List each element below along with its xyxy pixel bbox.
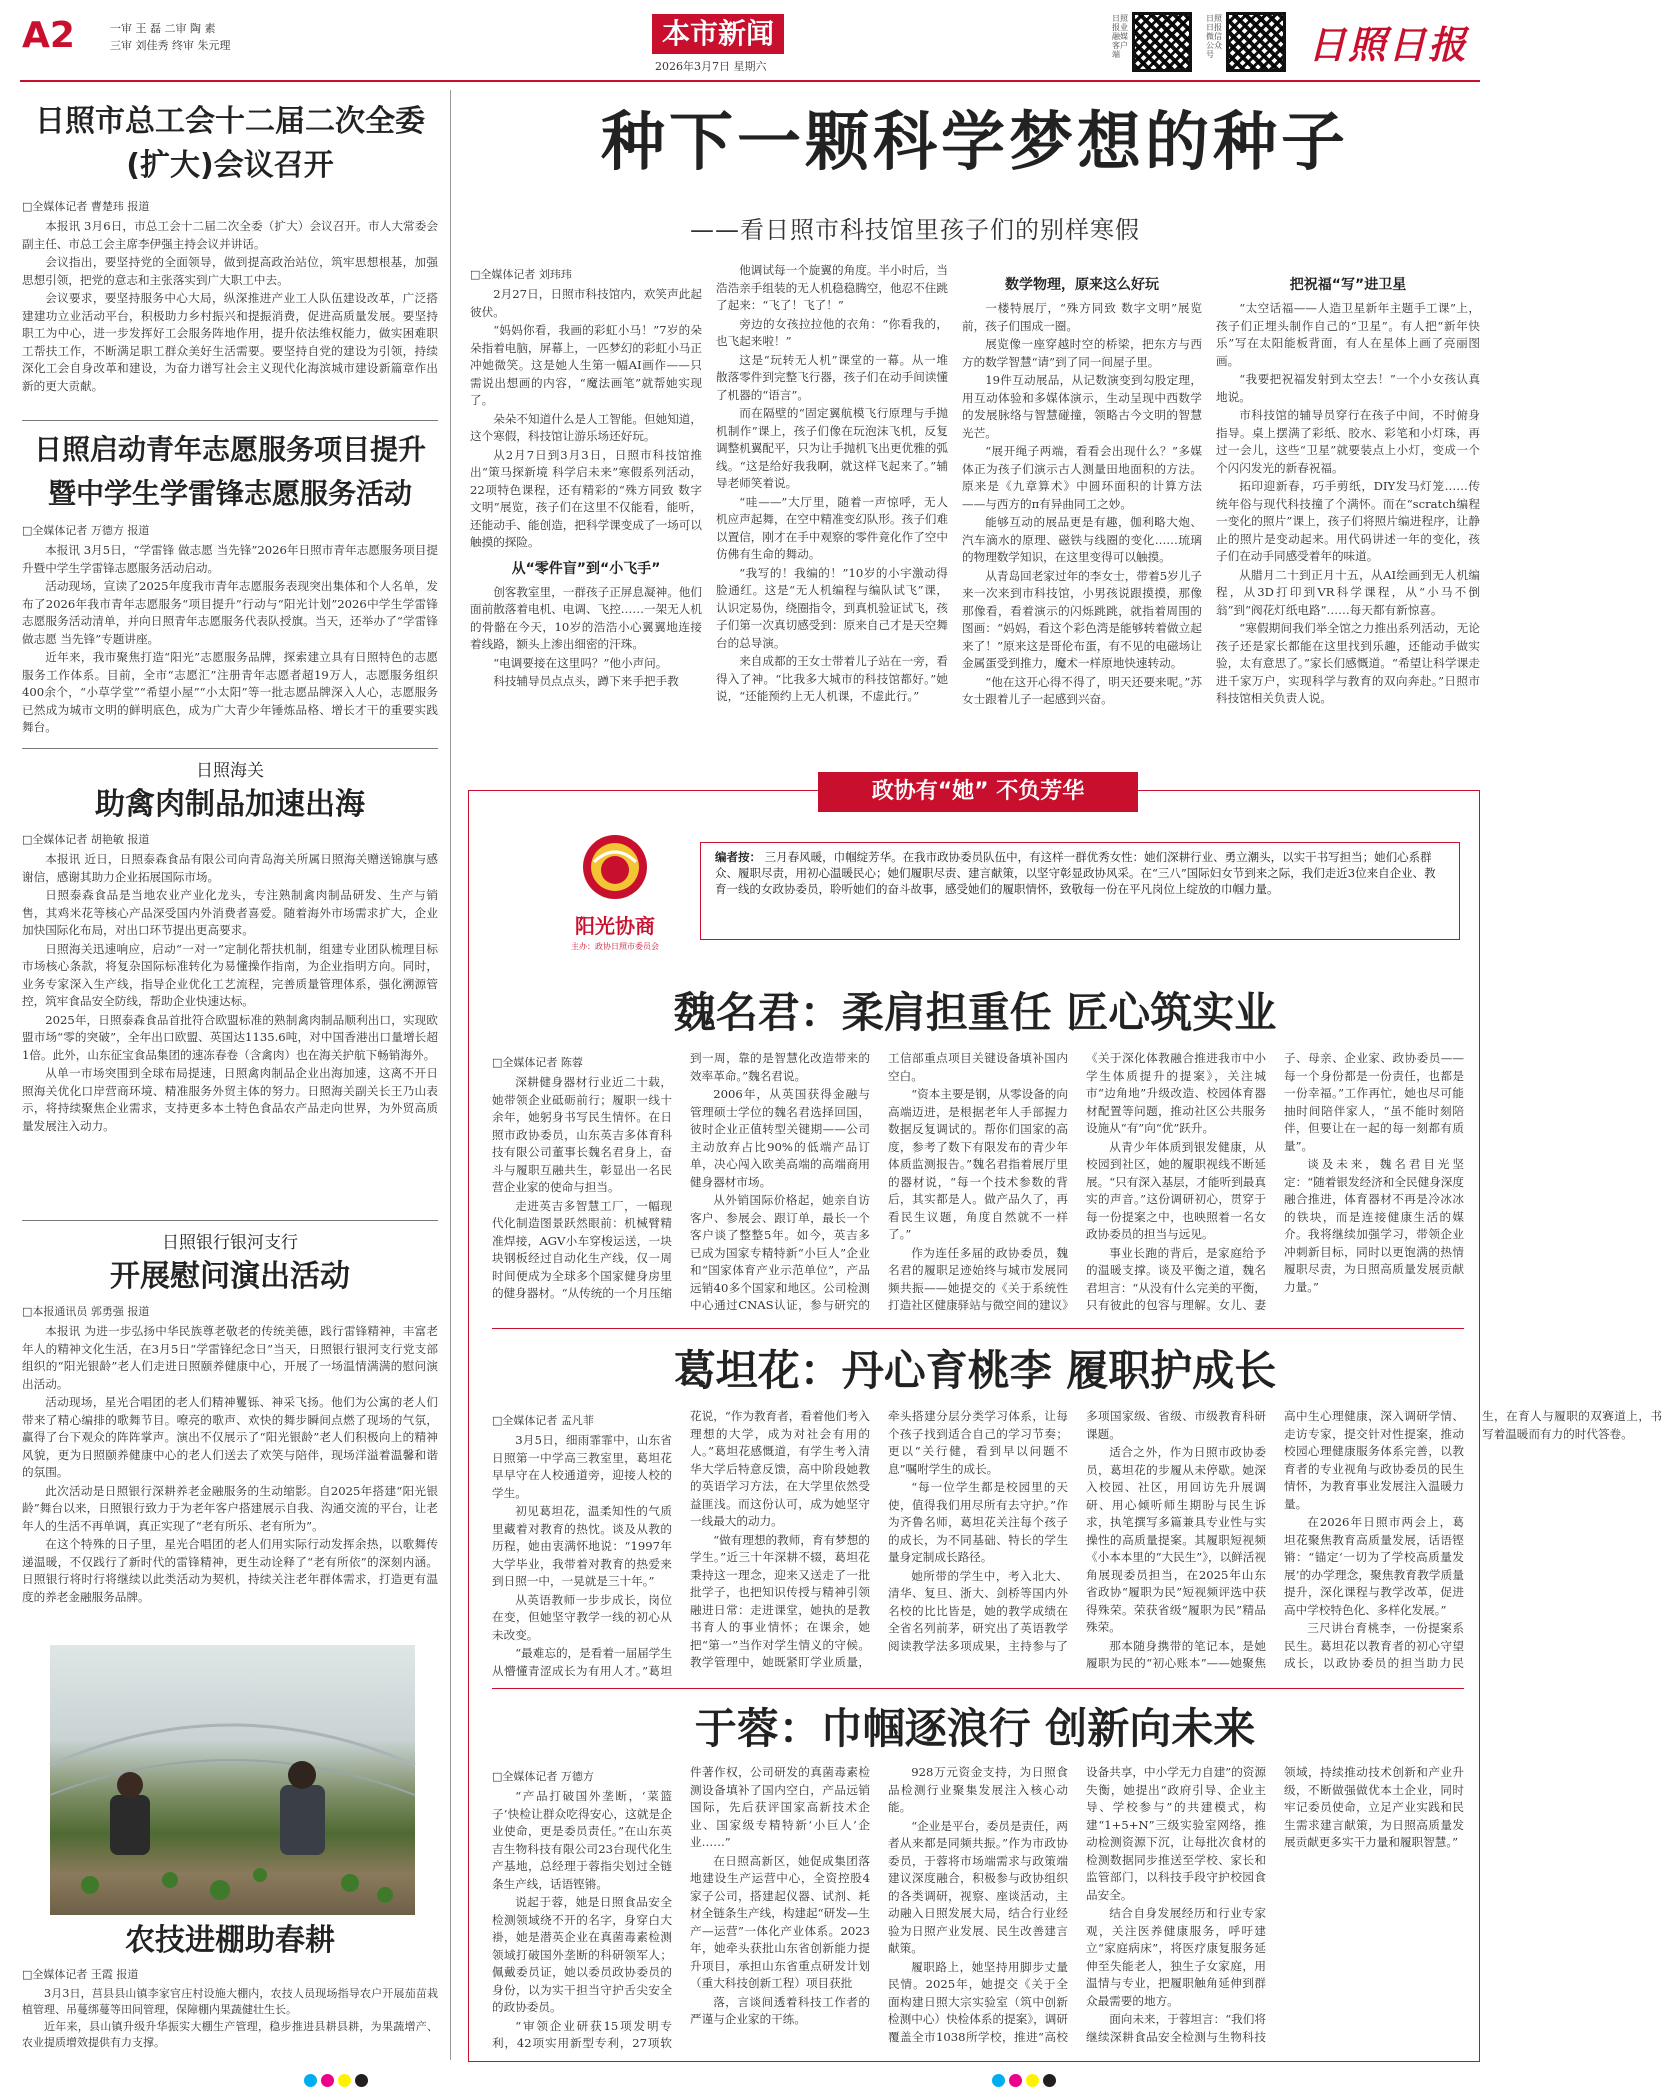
paragraph: 近年来，我市聚焦打造“阳光”志愿服务品牌，探索建立具有日照特色的志愿服务工作体系。目前，全市“志愿汇”注册青年志愿者超19万人，志愿服务组织400余个，“小草学堂”“希望小屋”“小太阳”等一批志愿品牌深入人心，志愿服务已然成为城市文明的鲜明底色，成为广大青少年锤炼品格、增长才干的重要实践舞台。 [22, 650, 438, 734]
paragraph: “我要把祝福发射到太空去！”一个小女孩认真地说。 [1216, 372, 1480, 404]
paragraph: 从单一市场突围到全球布局提速，日照禽肉制品企业出海加速，这离不开日照海关优化口岸营商环境、精准服务外贸主体的努力。日照海关副关长王乃山表示，将持续聚焦企业需求，支持更多本土特色食品农产品走向世界，为外贸高质量发展注入动力。 [22, 1066, 438, 1133]
paragraph: 作为连任多届的政协委员，魏名君的履职足迹始终与城市发展同频共振——她提交的《关于系统性打造社区健康驿站与微空间的建议》《关于深化体教融合推进我市中小学生体质提升的提案》，关注城市“边角地”升级改造、校园体育器材配置等问题，推动社区公共服务设施从“有”向“优”跃升。 [888, 1051, 1266, 1312]
byline: □本报通讯员 郭勇强 报道 [22, 1305, 150, 1318]
qr-label-wechat: 日照日报微信公众号 [1206, 14, 1222, 59]
article-youth-volunteer [22, 424, 438, 744]
paragraph: 本报讯 为进一步弘扬中华民族尊老敬老的传统美德，践行雷锋精神，丰富老年人的精神文化生活，在3月5日“学雷锋纪念日”当天，日照银行银河支行党支部组织的“阳光银龄”老人们走进日照颐养健康中心，开展了一场温情满满的慰问演出活动。 [22, 1324, 438, 1391]
byline: □全媒体记者 曹楚玮 报道 [22, 200, 150, 213]
page-number: A2 [22, 15, 75, 56]
staff-info [110, 20, 231, 54]
qr-label-app: 日照报业融媒客户端 [1112, 14, 1128, 59]
paragraph: 近年来，县山镇升级升华振实大棚生产管理，稳步推进县耕县耕，为果蔬增产、农业提质增效提供有力支撑。 [22, 2020, 438, 2049]
article-customs [22, 752, 438, 1217]
paragraph: 3月5日，细雨霏霏中，山东省日照第一中学高三教室里，葛坦花早早守在人校通道旁，迎接人校的学生。 [492, 1433, 672, 1500]
subheading: 数学物理，原来这么好玩 [1005, 277, 1159, 293]
story-1-body [492, 1050, 1464, 1322]
feature-headline: 种下一颗科学梦想的种子 [601, 106, 1349, 180]
divider [22, 748, 438, 749]
paragraph: 3月3日，莒县县山镇李家官庄村设施大棚内，农技人员现场指导农户开展茄苗栽植管理、吊蔓绑蔓等田间管理，保障棚内果蔬健壮生长。 [22, 1987, 438, 2016]
divider [492, 1328, 1464, 1329]
paragraph: 19件互动展品，从记数演变到勾股定理，用互动体验和多媒体演示，生动呈现中西数学的发展脉络与智慧碰撞，领略古今文明的智慧光芒。 [962, 373, 1202, 440]
paragraph: 2025年，日照泰森食品首批符合欧盟标准的熟制禽肉制品顺利出口，实现欧盟市场“零的突破”，全年出口欧盟、英国达1135.6吨，对中国香港出口量增长超1倍。此外，山东征宝食品集团的速冻春卷（含禽肉）也在海关护航下畅销海外。 [22, 1012, 438, 1062]
cyan-dot [992, 2074, 1005, 2087]
paragraph: “企业是平台，委员是责任，两者从来都是同频共振。”作为市政协委员，于蓉将市场端需求与政策端建议深度融合，积极参与政协组织的各类调研，视察、座谈活动，主动融入日照发展大局，结合行业经验为日照产业发展、民生改善建言献策。 [888, 1818, 1068, 1955]
paragraph: 从外销国际价格起，她亲自访客户、参展会、跟订单，最长一个客户谈了整整5年。如今，英吉多已成为国家专精特新“小巨人”企业和“国家体育产业示范单位”，产品远销40多个国家和地区。公司检测中心通过CNAS认证，参与研究的工信部重点项目关键设备填补国内空白。 [690, 1051, 1068, 1312]
paragraph: “展开绳子两端，看看会出现什么？”多媒体正为孩子们演示古人测量田地面积的方法。原来是《九章算术》中圆环面积的计算方法——与西方的π有异曲同工之妙。 [962, 444, 1202, 511]
paragraph: 履职路上，她坚持用脚步丈量民情。2025年，她提交《关于全面构建日照大宗实验室（筑中创新检测中心）快检体系的提案》，调研覆盖全市1038所学校，推进“高校设备共享，中小学无力自建”的资源失衡，她提出“政府引导、企业主导、学校参与”的共建模式，构建“1+5+N”三级实验室网络，推动检测资源下沉，让每批次食材的检测数据同步推送至学校、家长和监管部门，以科技手段守护校园食品安全。 [888, 1765, 1266, 2044]
paragraph: 创客教室里，一群孩子正屏息凝神。他们面前散落着电机、电调、飞控……一架无人机的骨骼在今天，10岁的浩浩小心翼翼地连接着线路，额头上渗出细密的汗珠。 [470, 584, 702, 651]
paragraph: “寒假期间我们举全馆之力推出系列活动，无论孩子还是家长都能在这里找到乐趣，还能动手做实验，太有意思了。”家长们感慨道。“希望让科学课走进千家万户，实现科学与教育的双向奔赴。”日照市科技馆相关负责人说。 [1216, 621, 1480, 705]
paragraph: “做有理想的教师，育有梦想的学生。”近三十年深耕不辍，葛坦花秉持这一理念，迎来又送走了一批批学子，也把知识传授与精神引领融进日常：走进课堂，她执的是教书育人的事业情怀；在课余，她把“第一”当作对学生情义的守候。教学管理中，她既紧盯学业质量，牵头搭建分层分类学习体系，让每个孩子找到适合自己的学习节奏；更以“关行健，看到早以问题不息”嘱咐学生的成长。 [690, 1409, 1068, 1669]
article-union-meeting [22, 92, 438, 417]
paragraph: 深耕健身器材行业近二十载，她带领企业砥砺前行；履职一线十余年，她躬身书写民生情怀。在日照市政协委员，山东英吉多体育科技有限公司董事长魏名君身上，奋斗与履职互融共生，彰显出一名民营企业家的使命与担当。 [492, 1075, 672, 1194]
paragraph: “最难忘的，是看着一届届学生从懵懂青涩成长为有用人才。”葛坦花说，“作为教育者，看着他们考入理想的大学，成为对社会有用的人。”葛坦花感慨道，有学生考入清华大学后特意反馈，高中阶段她教的英语学习方法，在大学里依然受益匪浅。而这份认可，成为她坚守一线最大的动力。 [492, 1409, 870, 1678]
greenhouse-photo [50, 1645, 415, 1915]
logo-sub: 主办：政协日照市委员会 [571, 942, 659, 951]
paragraph: 此次活动是日照银行深耕养老金融服务的生动缩影。自2025年搭建“阳光银龄”舞台以来，日照银行致力于为老年客户搭建展示自我、沟通交流的平台，让老年人的生活不再单调，真正实现了“老有所乐、老有所为”。 [22, 1483, 438, 1533]
sunshine-consultation-logo [560, 832, 670, 962]
paragraph: 来自成都的王女士带着儿子站在一旁，看得入了神。“比我多大城市的科技馆都好。”她说，“还能预约上无人机课，不虚此行。” [716, 654, 948, 703]
yellow-dot [1026, 2074, 1039, 2087]
byline: □全媒体记者 刘玮玮 [470, 268, 572, 281]
kicker: 日照海关 [196, 761, 264, 781]
paragraph: 三尺讲台育桃李，一份提案系民生。葛坦花以教育者的初心守望成长，以政协委员的担当助力民生，在育人与履职的双赛道上，书写着温暖而有力的时代答卷。 [1284, 1409, 1662, 1670]
staff-line-1: 一审 王 磊 二审 陶 素 [110, 22, 216, 35]
black-dot [355, 2074, 368, 2087]
feature-subtitle: ——看日照市科技馆里孩子们的别样寒假 [690, 216, 1140, 244]
paragraph: 从青岛回老家过年的李女士，带着5岁儿子来一次来到市科技馆，小男孩说跟摸摸，那像那像看，看着演示的闪烁跳跳，就指着周围的图画：“妈妈，看这个彩色湾是能够转着做立起来了！”原来这是哥伦布蛋，有不见的电磁场让金属蛋受到推力，魔术一样原地快速转动。 [962, 568, 1202, 670]
paragraph: 活动现场，宣读了2025年度我市青年志愿服务表现突出集体和个人名单，发布了2026年我市青年志愿服务“项目提升”行动与“阳光计划”2026中学生学雷锋志愿服务活动清单，并向日照青年志愿服务代表队授旗。当天，还举办了“学雷锋 做志愿 当先锋”专题讲座。 [22, 579, 438, 646]
byline: □全媒体记者 孟凡菲 [492, 1414, 594, 1427]
paragraph: 他调试每一个旋翼的角度。半小时后，当浩浩亲手组装的无人机稳稳腾空，他忍不住跳了起来：“飞了！飞了！” [716, 263, 948, 312]
paragraph: “产品打破国外垄断，‘菜篮子’快检让群众吃得安心，这就是企业使命，更是委员责任。”在山东英吉生物科技有限公司23台现代化生产基地，总经理于蓉指尖划过全链条生产线，话语铿锵。 [492, 1789, 672, 1891]
paragraph: 本报讯 3月5日，“学雷锋 做志愿 当先锋”2026年日照市青年志愿服务项目提升暨中学生学雷锋志愿服务活动启动。 [22, 543, 438, 575]
feature-col-4 [1216, 262, 1480, 722]
cppcc-banner: 政协有“她” 不负芳华 [818, 772, 1138, 812]
paragraph: 日照泰森食品是当地农业产业化龙头，专注熟制禽肉制品研发、生产与销售，其鸡米花等核心产品深受国内外消费者喜爱。随着海外市场需求扩大，企业加快国际化布局，对出口环节提出更高要求。 [22, 888, 438, 937]
paragraph: 而在隔壁的“固定翼航模飞行原理与手抛机制作”课上，孩子们像在玩泡沫飞机，反复调整机翼配平，只为让手抛机飞出更优雅的弧线。“这是给好我我啊，就这样飞起来了。”辅导老师笑着说。 [716, 406, 948, 490]
newspaper-masthead-logo: 日照日报 [1308, 22, 1469, 67]
paragraph: 在2026年日照市两会上，葛坦花聚焦教育高质量发展，话语铿锵：“锚定‘一切为了学校高质量发展’的办学理念，聚焦教育教学质量提升，深化课程与教学改革，促进高中学校特色化、多样化发展。” [1284, 1515, 1464, 1617]
column-divider [450, 90, 451, 2060]
yellow-dot [338, 2074, 351, 2087]
story-2-body [492, 1408, 1662, 1680]
issue-date: 2026年3月7日 星期六 [655, 60, 767, 73]
subheading: 从“零件盲”到“小飞手” [511, 560, 661, 577]
paragraph: 日照海关迅速响应，启动“一对一”定制化帮扶机制，组建专业团队梳理目标市场核心条款，将复杂国际标准转化为易懂操作指南，为企业指明方向。同时，业务专家深入生产线，指导企业优化工艺流程，完善质量管理体系，强化溯源管控，筑牢食品安全防线，帮助企业快速达标。 [22, 941, 438, 1008]
editor-note-label: 编者按： [715, 850, 761, 864]
paragraph: 会议指出，要坚持党的全面领导，做到提高政治站位，筑牢思想根基，加强思想引领，把党的意志和主张落实到广大职工中去。 [22, 255, 438, 287]
story-1-headline: 魏名君：柔肩担重任 匠心筑实业 [673, 988, 1277, 1037]
registration-dots-right [990, 2072, 1058, 2091]
paragraph: 走进英吉多智慧工厂，一幅现代化制造图景跃然眼前：机械臂精准焊接，AGV小车穿梭运送，一块块钢板经过自动化生产线，仅一周时间便成为全球多个国家健身房里的健身器材。“从传统的一个月压缩到一周，靠的是智慧化改造带来的效率革命。”魏名君说。 [492, 1051, 870, 1300]
black-dot [1043, 2074, 1056, 2087]
magenta-dot [1009, 2074, 1022, 2087]
paragraph: 本报讯 3月6日，市总工会十二届二次全委（扩大）会议召开。市人大常委会副主任、市总工会主席李伊强主持会议并讲话。 [22, 219, 438, 251]
feature-col-3 [962, 262, 1202, 722]
paragraph: 在日照高新区，她促成集团落地建设生产运营中心，全资控股4家子公司，搭建起仪器、试剂、耗材全链条生产线，构建起“研发—生产—运营”一体化产业体系。2023年，她牵头获批山东省创新能力提升项目，承担山东省重点研发计划（重大科技创新工程）项目获批 [690, 1853, 870, 1990]
paragraph: 那本随身携带的笔记本，是她履职为民的“初心账本”——她聚焦高中生心理健康，深入调研学情、走访专家，提交针对性提案，推动校园心理健康服务体系完善，以教育者的专业视角与政协委员的民生情怀，为教育事业发展注入温暖力量。 [1086, 1409, 1464, 1670]
paragraph: 结合自身发展经历和行业专家观，关注医养健康服务，呼吁建立“家庭病床”，将医疗康复服务延伸至失能老人，独生子女家庭，用温情与专业，把履职触角延伸到群众最需要的地方。 [1086, 1906, 1266, 2008]
article-farm-tech [22, 1920, 438, 2060]
qr-code-wechat[interactable] [1226, 12, 1286, 72]
paragraph: “太空话福——人造卫星新年主题手工课”上，孩子们正埋头制作自己的“卫星”。有人把“新年快乐”写在太阳能板背面，有人在星体上画了亮丽图画。 [1216, 301, 1480, 368]
paragraph: 这是“玩转无人机”课堂的一幕。从一堆散落零件到完整飞行器，孩子们在动手间读懂了机器的“语言”。 [716, 352, 948, 402]
paragraph: 在这个特殊的日子里，星光合唱团的老人们用实际行动发挥余热，以歌舞传递温暖，不仅践行了新时代的雷锋精神，更生动诠释了“老有所依”的深刻内涵。日照银行将时行将继续以此类活动为契机，持续关注老年群体需求，打造更有温度的养老金融服务品牌。 [22, 1537, 438, 1604]
paragraph: 从青少年体质到银发健康，从校园到社区，她的履职视线不断延展。“只有深入基层，才能听到最真实的声音。”这份调研初心，贯穿于每一份提案之中，也映照着一名女政协委员的担当与远见。 [1086, 1139, 1266, 1241]
byline: □全媒体记者 王霞 报道 [22, 1968, 139, 1981]
subheading: 把祝福“写”进卫星 [1289, 277, 1407, 293]
photo-illustration [50, 1645, 415, 1915]
header-rule [20, 80, 1480, 82]
story-3-headline: 于蓉：巾帼逐浪行 创新向未来 [694, 1704, 1256, 1753]
editor-note-text: 三月春风暖，巾帼绽芳华。在我市政协委员队伍中，有这样一群优秀女性：她们深耕行业、勇立潮头，以实干书写担当；她们心系群众、履职尽责，用初心温暖民心；她们履职尽责、建言献策，以坚守彰显政协风采。在“三八”国际妇女节到来之际，我们走近3位来自企业、教育一线的女政协委员，聆听她们的奋斗故事，感受她们的履职情怀，致敬每一份在平凡岗位上绽放的巾帼力量。 [715, 850, 1436, 896]
paragraph: 从2月7日到3月3日，日照市科技馆推出“策马探新境 科学启未来”寒假系列活动，22项特色课程，还有精彩的“殊方同致 数字文明”展览，孩子们在这里不仅能看，能听，还能动手、能创造，把科学课变成了一场可以触摸的探险。 [470, 447, 702, 549]
paragraph: 适合之外，作为日照市政协委员，葛坦花的步履从未停歇。她深入校园、社区，用回访先升展调研、用心倾听师生期盼与民生诉求，执笔撰写多篇兼具专业性与实操性的高质量提案。其履职短视频《小本本里的“大民生”》，以鲜活视角展现委员担当，在2025年山东省政协“履职为民”短视频评选中获得殊荣。荣获省级“履职为民”精品殊荣。 [1086, 1445, 1266, 1634]
paragraph: 拓印迎新春，巧手剪纸，DIY发马灯笼……传统年俗与现代科技撞了个满怀。而在“scratch编程一变化的照片”课上，孩子们将照片编进程序，让静止的照片是变动起来。用代码讲述一年的变化，孩子们在动手同感受着年的味道。 [1216, 479, 1480, 563]
paragraph: 2月27日，日照市科技馆内，欢笑声此起彼伏。 [470, 287, 702, 319]
byline: □全媒体记者 万德方 报道 [22, 524, 150, 537]
paragraph: 展览像一座穿越时空的桥梁，把东方与西方的数学智慧“请”到了同一间屋子里。 [962, 337, 1202, 369]
divider [22, 420, 438, 421]
paragraph: 一楼特展厅，“殊方同致 数字文明”展览前，孩子们围成一圈。 [962, 301, 1202, 333]
byline: □全媒体记者 胡艳敏 报道 [22, 833, 150, 846]
paragraph: 能够互动的展品更是有趣，伽利略大炮、汽车滴水的原理、磁铁与线圈的变化……琉璃的物理数学知识，在这里变得可以触摸。 [962, 515, 1202, 564]
qr-code-app[interactable] [1132, 12, 1192, 72]
cppcc-emblem-icon [580, 832, 650, 902]
paragraph: “审领企业研获15项发明专利，42项实用新型专利，27项软件著作权，公司研发的真菌毒素检测设备填补了国内空白，产品远销国际，先后获评国家高新技术企业、国家级专精特新‘小巨人’企业……” [492, 1765, 870, 2050]
divider [492, 1688, 1464, 1689]
paragraph: 从英语教师一步步成长，岗位在变，但她坚守教学一线的初心从未改变。 [492, 1592, 672, 1642]
paragraph: 2006年，从英国获得金融与管理硕士学位的魏名君选择回国，彼时企业正值转型关键期——公司主动放弃占比90%的低端产品订单，决心闯入欧美高端的高端商用健身器材市场。 [690, 1087, 870, 1189]
paragraph: 初见葛坦花，温柔知性的气质里藏着对教育的热忱。谈及从教的历程，她由衷满怀地说：“1997年大学毕业，我带着对教育的热爱来到日照一中，一晃就是三十年。” [492, 1504, 672, 1588]
paragraph: 落，言谈间透着科技工作者的严谨与企业家的干练。 [690, 1994, 870, 2026]
paragraph: 会议要求，要坚持服务中心大局，纵深推进产业工人队伍建设改革，广泛搭建建功立业活动平台，积极助力乡村振兴和提振消费，促进高质量发展。要坚持职工为中心，进一步发挥好工会服务阵地作用，提升依法维权能力，做实困难职工帮扶工作，不断满足职工群众美好生活需要。要坚持自党的建设为引领，持续深化工会自身改革和建设，为奋力谱写社会主义现代化海滨城市建设新篇章作出新的更大贡献。 [22, 291, 438, 393]
paragraph: 活动现场，星光合唱团的老人们精神矍铄、神采飞扬。他们为公寓的老人们带来了精心编排的歌舞节目。嘹亮的歌声、欢快的舞步瞬间点燃了现场的气氛，赢得了台下观众的阵阵掌声。演出不仅展示了“阳光银龄”老人们积极向上的精神风貌，更为日照颐养健康中心的老人们送去了欢笑与陪伴，现场洋溢着温馨和谐的氛围。 [22, 1395, 438, 1479]
paragraph: 谈及未来，魏名君目光坚定：“随着银发经济和全民健身深度融合推进，体育器材不再是冷冰冰的铁块，而是连接健康生活的媒介。我将继续加强学习，带领企业冲刺新目标，同时以更饱满的热情履职尽责，为日照高质量发展贡献力量。” [1284, 1157, 1464, 1294]
headline: 农技进棚助春耕 [125, 1923, 335, 1958]
headline: 日照启动青年志愿服务项目提升暨中学生学雷锋志愿服务活动 [33, 433, 426, 510]
story-2-headline: 葛坦花：丹心育桃李 履职护成长 [673, 1346, 1277, 1395]
paragraph: 面向未来，于蓉坦言：“我们将继续深耕食品安全检测与生物科技领域，持续推动技术创新和产业升级，不断做强做优本土企业，同时牢记委员使命，立足产业实践和民生需求建言献策，为日照高质量发展贡献更多实干力量和履职智慧。” [1086, 1765, 1464, 2044]
registration-dots-left [302, 2072, 370, 2091]
paragraph: 本报讯 近日，日照泰森食品有限公司向青岛海关所属日照海关赠送锦旗与感谢信，感谢其助力企业拓展国际市场。 [22, 852, 438, 884]
paragraph: 928万元资金支持，为日照食品检测行业聚集发展注入核心动能。 [888, 1765, 1068, 1814]
story-3-body [492, 1764, 1464, 2054]
paragraph: 旁边的女孩拉拉他的衣角：“你看我的，也飞起来啦！” [716, 316, 948, 348]
editor-note-box [700, 842, 1460, 940]
article-bank-performance [22, 1224, 438, 1632]
paragraph: “妈妈你看，我画的彩虹小马！”7岁的朵朵指着电脑，屏幕上，一匹梦幻的彩虹小马正冲她微笑。这是她人生第一幅AI画作——只需说出想画的内容，“魔法画笔”就帮她实现了。 [470, 323, 702, 407]
feature-col-2 [716, 262, 948, 722]
paragraph: 事业长跑的背后，是家庭给予的温暖支撑。谈及平衡之道，魏名君坦言：“从没有什么完美的平衡，只有彼此的包容与理解。女儿、妻子、母亲、企业家、政协委员——每一个身份都是一份责任，也都是一份幸福。”工作再忙，她也尽可能抽时间陪伴家人，“虽不能时刻陪伴，但要让在一起的每一刻都有质量”。 [1086, 1051, 1464, 1312]
paragraph: “哇——”大厅里，随着一声惊呼，无人机应声起舞，在空中精准变幻队形。孩子们难以置信，刚才在手中观察的零件竟化作了空中仿佛有生命的舞动。 [716, 494, 948, 561]
paragraph: “每一位学生都是校园里的天使，值得我们用尽所有去守护。”作为齐鲁名师，葛坦花关注每个孩子的成长，为不同基础、特长的学生量身定制成长路径。 [888, 1480, 1068, 1564]
staff-line-2: 三审 刘佳秀 终审 朱元理 [110, 39, 231, 52]
headline: 日照市总工会十二届二次全委(扩大)会议召开 [35, 104, 425, 183]
feature-col-1 [470, 262, 702, 722]
byline: □全媒体记者 陈蓉 [492, 1056, 583, 1069]
kicker: 日照银行银河支行 [162, 1233, 298, 1253]
section-tag: 本市新闻 [652, 14, 784, 54]
paragraph: “资本主要是钢，从零设备的向高端迈进，是根据老年人手部握力数据反复调试的。帮你们国家的高度，参考了数下有限发布的青少年体质监测报告。”魏名君指着展厅里的器材说，“每一个技术参数的背后，其实都是人。做产品久了，再看民生议题，角度自然就不一样了。” [888, 1087, 1068, 1241]
headline: 开展慰问演出活动 [110, 1259, 350, 1294]
paragraph: 她所带的学生中，考入北大、清华、复旦、浙大、剑桥等国内外名校的比比皆是，她的教学成绩在全省名列前茅，研究出了英语教学阅读教学法多项成果，主持参与了多项国家级、省级、市级教育科研课题。 [888, 1409, 1266, 1653]
logo-text: 阳光协商 [575, 914, 655, 938]
paragraph: “他在这开心得不得了，明天还要来呢。”苏女士跟着儿子一起感到兴奋。 [962, 674, 1202, 706]
paragraph: 从腊月二十到正月十五，从AI绘画到无人机编程，从3D打印到VR科学课程，从“小马不倒翁”到“阀花灯纸电路”……每天都有新惊喜。 [1216, 567, 1480, 617]
paragraph: “电调要接在这里吗？”他小声问。 [493, 655, 668, 670]
paragraph: 朵朵不知道什么是人工智能。但她知道，这个寒假，科技馆让游乐场还好玩。 [470, 411, 702, 443]
magenta-dot [321, 2074, 334, 2087]
headline: 助禽肉制品加速出海 [95, 787, 365, 822]
paragraph: 市科技馆的辅导员穿行在孩子中间，不时俯身指导。桌上摆满了彩纸、胶水、彩笔和小灯珠，再过一会儿，这些“卫星”就要装点上小灯，变成一个个闪闪发光的新春祝福。 [1216, 408, 1480, 475]
byline: □全媒体记者 万德方 [492, 1770, 594, 1783]
paragraph: 说起于蓉，她是日照食品安全检测领域绕不开的名字，身穿白大褂，她是潜英企业在真菌毒素检测领域打破国外垄断的科研领军人；佩戴委员证，她以委员政协委员的身份，以为实干担当守护舌尖安全的政协委员。 [492, 1895, 672, 2014]
paragraph: 科技辅导员点点头，蹲下来手把手教 [493, 674, 679, 688]
cyan-dot [304, 2074, 317, 2087]
paragraph: “我写的！我编的！”10岁的小宇激动得脸通红。这是“无人机编程与编队试飞”课，认识定易伪，绕圈指令，到真机验证试飞，孩子们第一次真切感受到：原来自己才是天空舞台的总导演。 [716, 565, 948, 650]
divider [22, 1220, 438, 1221]
